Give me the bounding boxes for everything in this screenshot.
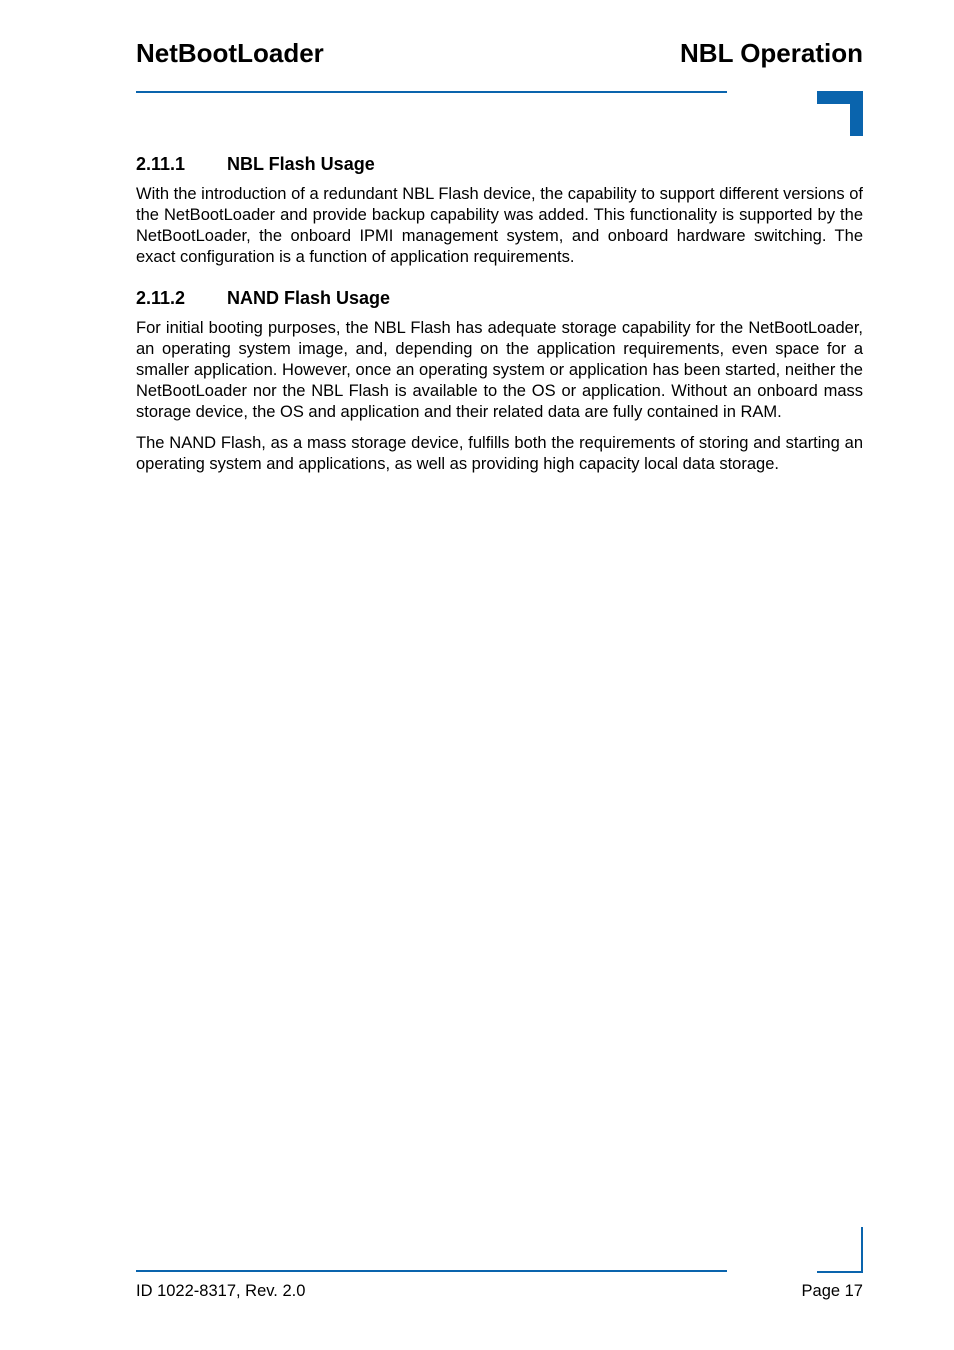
- section-title: NAND Flash Usage: [227, 288, 391, 308]
- corner-mark-bottom-horizontal: [817, 1271, 863, 1273]
- footer-document-id: ID 1022-8317, Rev. 2.0: [136, 1282, 306, 1300]
- section-heading: [136, 152, 863, 176]
- corner-mark-bottom: [817, 1227, 863, 1273]
- body-paragraph: With the introduction of a redundant NBL Flash device, the capability to support different versions of the NetBootLoader and provide backup capability was added. This functionality is supported by the NetBootLoader, the onboard IPMI management system, and onboard hardware switching. The exact configuration is a function of application requirements.: [136, 185, 863, 266]
- section-number: 2.11.2: [136, 288, 186, 308]
- footer-rule: [136, 1270, 727, 1272]
- page-content: [136, 152, 863, 475]
- section-number: 2.11.1: [136, 154, 186, 174]
- corner-mark-top: [817, 91, 863, 136]
- section-nbl-flash-usage: [136, 152, 863, 268]
- body-paragraph: For initial booting purposes, the NBL Flash has adequate storage capability for the NetBootLoader, an operating system image, and, depending on the application requirements, even space for a smaller application. However, once an operating system or application has been started, neither the NetBootLoader nor the NBL Flash is available to the OS or application. Without an onboard mass storage device, the OS and application and their related data are fully contained in RAM.: [136, 319, 863, 421]
- page-header-right-title: NBL Operation: [680, 38, 863, 68]
- body-paragraph: The NAND Flash, as a mass storage device, fulfills both the requirements of storing and starting an operating system and applications, as well as providing high capacity local data storage.: [136, 434, 863, 473]
- corner-mark-bottom-vertical: [861, 1227, 863, 1273]
- section-title: NBL Flash Usage: [227, 154, 375, 174]
- header-rule: [136, 91, 727, 93]
- section-heading: [136, 286, 863, 310]
- footer-page-number: Page 17: [801, 1282, 863, 1300]
- page-header-left-title: NetBootLoader: [136, 38, 324, 68]
- section-nand-flash-usage: [136, 286, 863, 475]
- corner-mark-top-vertical: [850, 91, 863, 136]
